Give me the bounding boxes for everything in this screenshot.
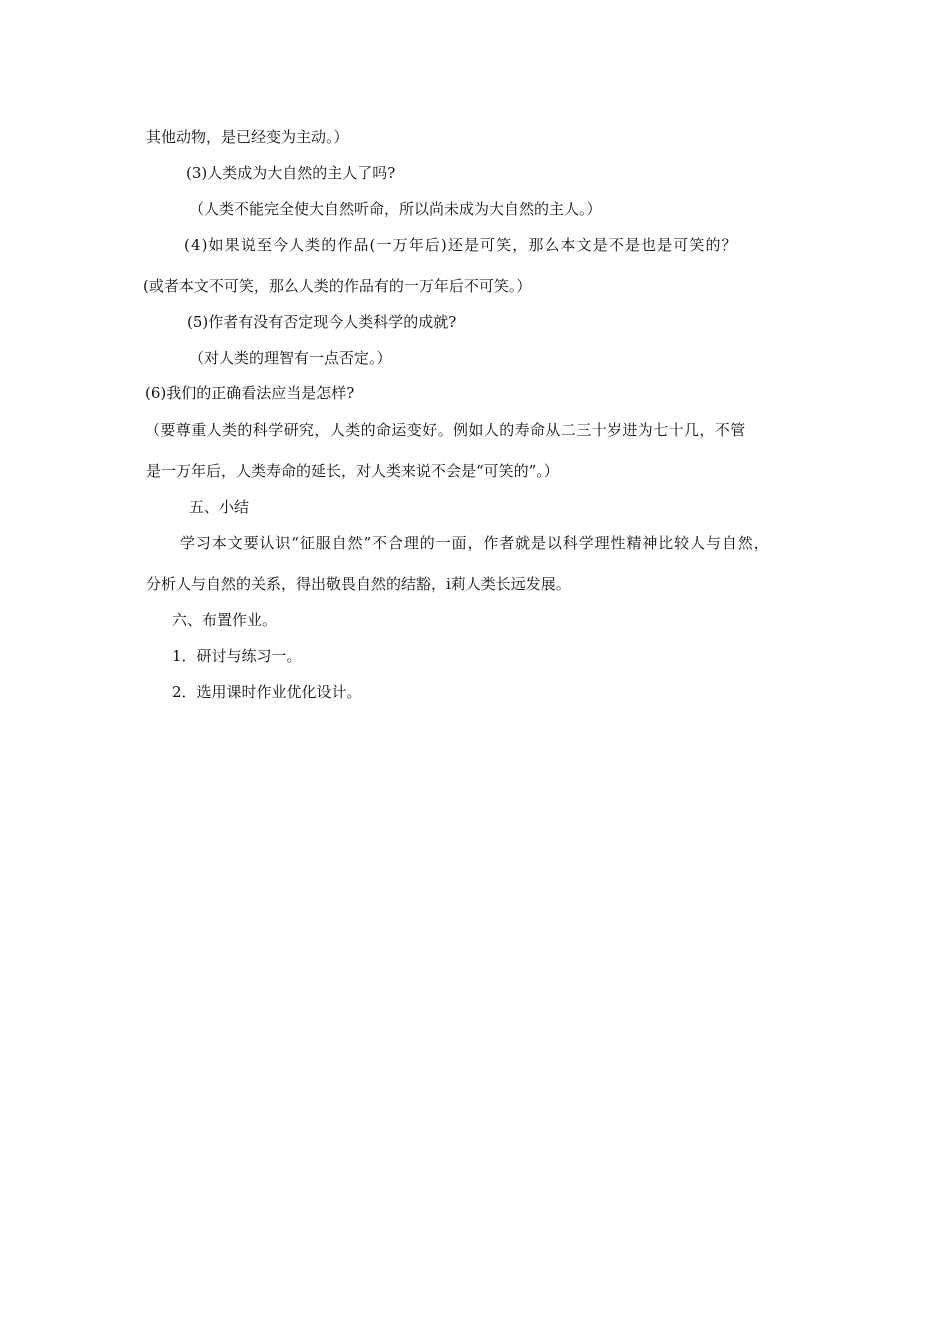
question-4: (4)如果说至今人类的作品(一万年后)还是可笑，那么本文是不是也是可笑的？	[184, 236, 738, 254]
homework-item-2: 2．选用课时作业优化设计。	[172, 683, 362, 701]
answer-5: （对人类的理智有一点否定。）	[189, 349, 392, 367]
summary-line-1: 学习本文要认识“征服自然”不合理的一面，作者就是以科学理性精神比较人与自然，	[180, 534, 770, 552]
section-5-heading: 五、小结	[189, 498, 250, 516]
question-3: (3)人类成为大自然的主人了吗?	[186, 164, 396, 182]
answer-6-line-2: 是一万年后，人类寿命的延长，对人类来说不会是“可笑的”。）	[146, 462, 559, 480]
answer-4: (或者本文不可笑，那么人类的作品有的一万年后不可笑。）	[143, 277, 532, 295]
summary-line-2: 分析人与自然的关系，得出敬畏自然的结豁，i莉人类长远发展。	[146, 575, 571, 593]
text-line-1: 其他动物，是已经变为主动。）	[146, 128, 349, 146]
answer-6-line-1: （要尊重人类的科学研究，人类的命运变好。例如人的寿命从二三十岁进为七十几，不管	[145, 421, 746, 439]
answer-3: （人类不能完全使大自然听命，所以尚未成为大自然的主人。）	[189, 200, 602, 218]
question-6: (6)我们的正确看法应当是怎样?	[145, 384, 355, 402]
question-5: (5)作者有没有否定现今人类科学的成就?	[187, 313, 457, 331]
section-6-heading: 六、布置作业。	[172, 611, 278, 629]
homework-item-1: 1．研讨与练习一。	[172, 647, 302, 665]
